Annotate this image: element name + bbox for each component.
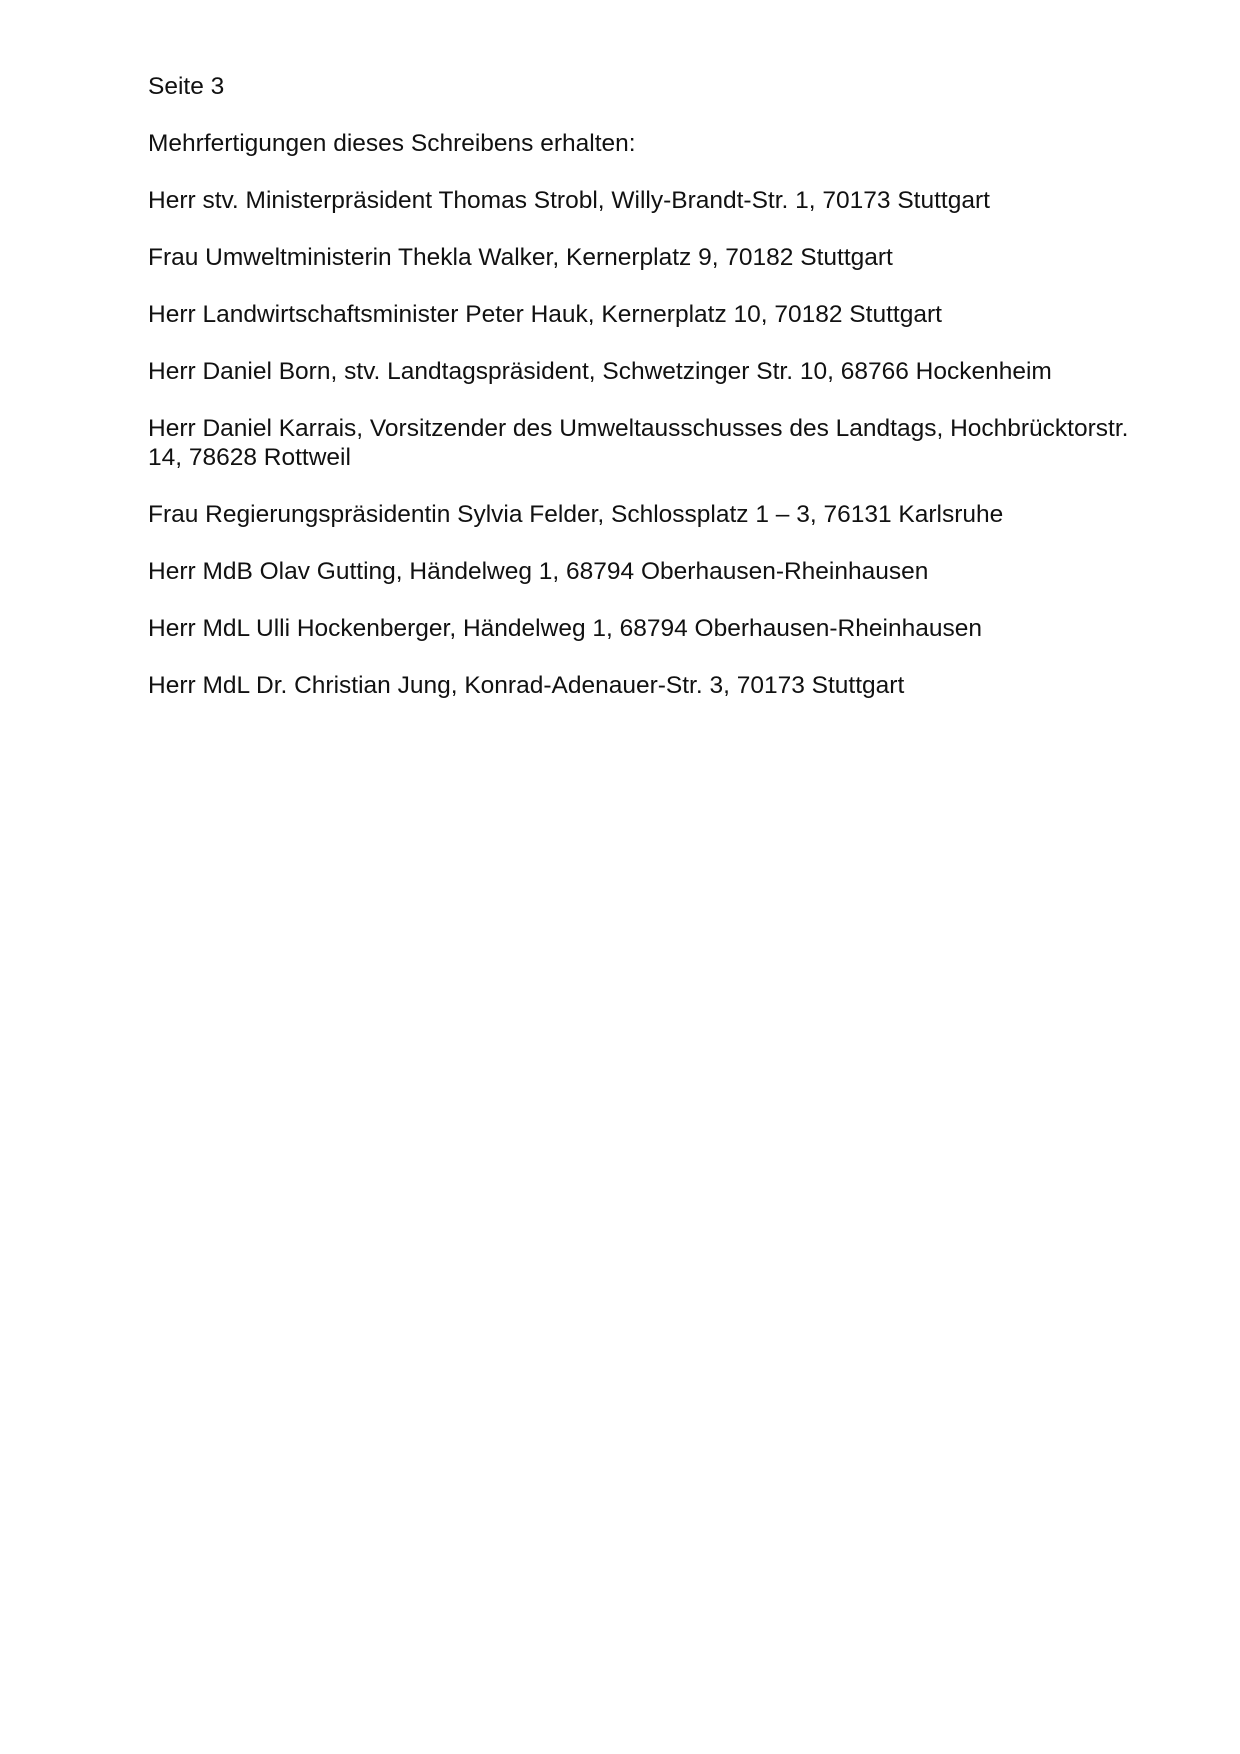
document-body <box>148 72 1158 728</box>
recipient-item: Frau Umweltministerin Thekla Walker, Kernerplatz 9, 70182 Stuttgart <box>148 244 893 271</box>
recipient-item: Herr Daniel Born, stv. Landtagspräsident, Schwetzinger Str. 10, 68766 Hockenheim <box>148 358 1052 385</box>
recipient-item: Herr MdL Ulli Hockenberger, Händelweg 1, 68794 Oberhausen-Rheinhausen <box>148 615 982 642</box>
recipient-list <box>148 186 1158 700</box>
recipient-item: Herr MdL Dr. Christian Jung, Konrad-Adenauer-Str. 3, 70173 Stuttgart <box>148 672 905 699</box>
recipient-item: Herr stv. Ministerpräsident Thomas Strobl, Willy-Brandt-Str. 1, 70173 Stuttgart <box>148 187 990 214</box>
recipient-item: Herr Daniel Karrais, Vorsitzender des Umweltausschusses des Landtags, Hochbrücktorstr. 14, 78628 Rottweil <box>148 415 1129 471</box>
copies-intro: Mehrfertigungen dieses Schreibens erhalten: <box>148 130 636 157</box>
page-number: Seite 3 <box>148 73 225 100</box>
recipient-item: Herr MdB Olav Gutting, Händelweg 1, 68794 Oberhausen-Rheinhausen <box>148 558 929 585</box>
recipient-item: Herr Landwirtschaftsminister Peter Hauk, Kernerplatz 10, 70182 Stuttgart <box>148 301 942 328</box>
recipient-item: Frau Regierungspräsidentin Sylvia Felder, Schlossplatz 1 – 3, 76131 Karlsruhe <box>148 501 1004 528</box>
